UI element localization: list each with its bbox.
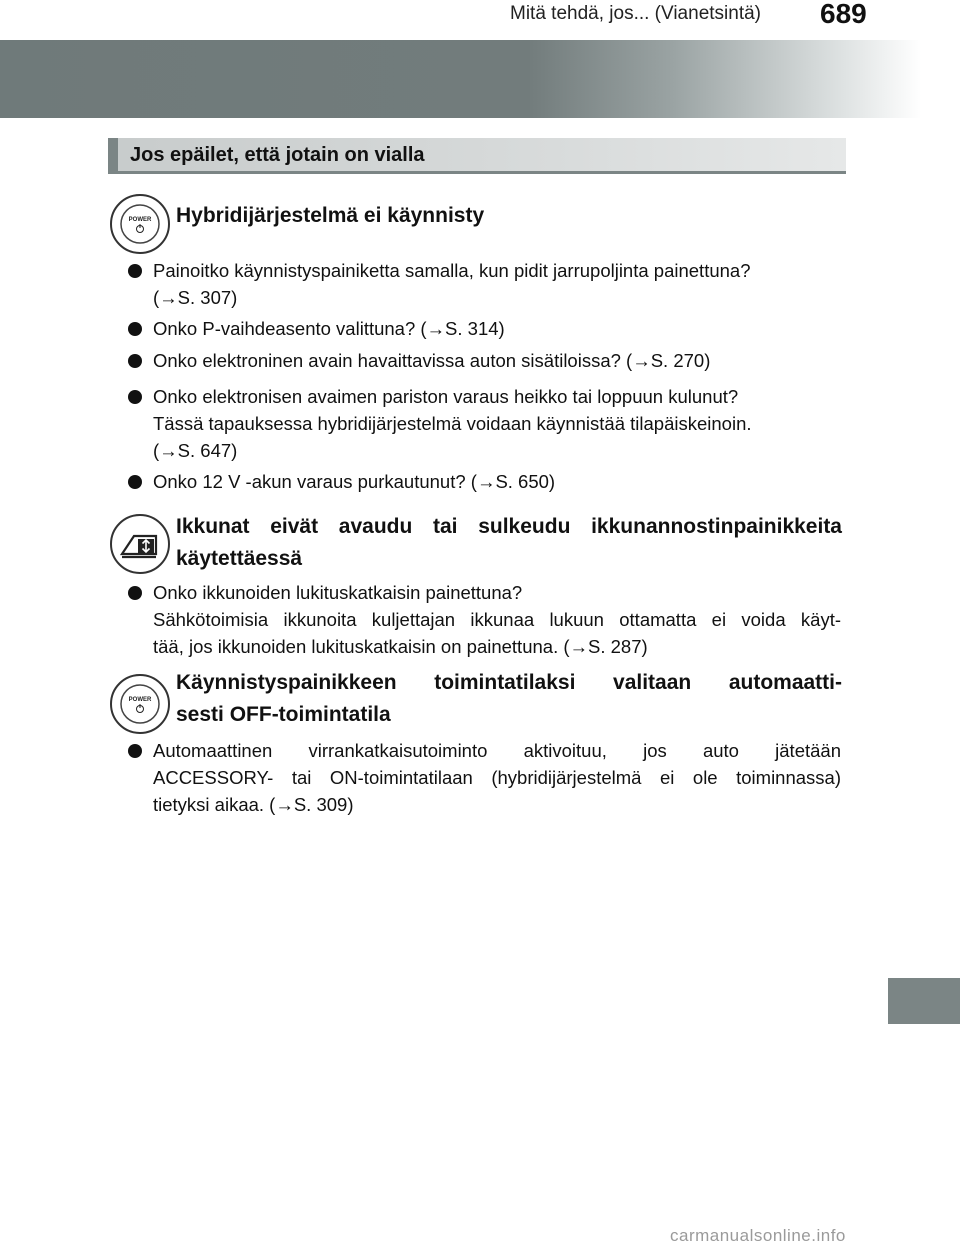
list-item: Onko ikkunoiden lukituskatkaisin painettuna? Sähkötoimisia ikkunoita kuljettajan ikkunaa lukuun ottamatta ei voida käyt- tää, jos ikkunoiden lukituskatkaisin on painettuna. (→S. 287) [153,582,841,657]
power-button-icon [110,194,170,254]
group-title-windows: Ikkunat eivät avaudu tai sulkeudu ikkunannostinpainikkeita käytettäessä [176,515,842,570]
watermark: carmanualsonline.info [670,1226,846,1245]
list-item: Automaattinen virrankatkaisutoiminto aktivoituu, jos auto jätetään ACCESSORY- tai ON-toimintatilaan (hybridijärjestelmä ei ole toiminnassa) tietyksi aikaa. (→S. 309) [153,740,841,815]
list-item: Onko P-vaihdeasento valittuna? (→S. 314) [153,318,505,339]
list-item: Painoitko käynnistyspainiketta samalla, kun pidit jarrupoljinta painettuna? (→S. 307) [153,260,751,308]
power-window-icon [110,514,170,574]
list-item: Onko 12 V -akun varaus purkautunut? (→S. 650) [153,471,556,492]
group-title-hybrid: Hybridijärjestelmä ei käynnisty [176,204,485,227]
group-title-auto-off: Käynnistyspainikkeen toimintatilaksi valitaan automaatti- sesti OFF-toimintatila [176,671,842,726]
bullet-icon [128,264,142,278]
page-header [0,0,960,36]
section-heading-text: Jos epäilet, että jotain on vialla [130,144,425,166]
bullet-icon [128,586,142,600]
bullet-icon [128,475,142,489]
page-number: 689 [820,0,867,29]
chapter-title: Mitä tehdä, jos... (Vianetsintä) [510,3,761,24]
chapter-banner [0,40,960,118]
power-button-icon [110,674,170,734]
bullet-icon [128,322,142,336]
chapter-tab [888,978,960,1024]
power-icon-label: POWER [128,697,152,703]
list-item: Onko elektronisen avaimen pariston varaus heikko tai loppuun kulunut? Tässä tapauksessa hybridijärjestelmä voidaan käynnistää tilapäiskeinoin. (→S. 647) [153,386,752,461]
section-heading [108,138,846,174]
bullet-icon [128,354,142,368]
power-icon-label: POWER [128,217,152,223]
list-item: Onko elektroninen avain havaittavissa auton sisätiloissa? (→S. 270) [153,350,711,371]
bullet-icon [128,390,142,404]
bullet-icon [128,744,142,758]
